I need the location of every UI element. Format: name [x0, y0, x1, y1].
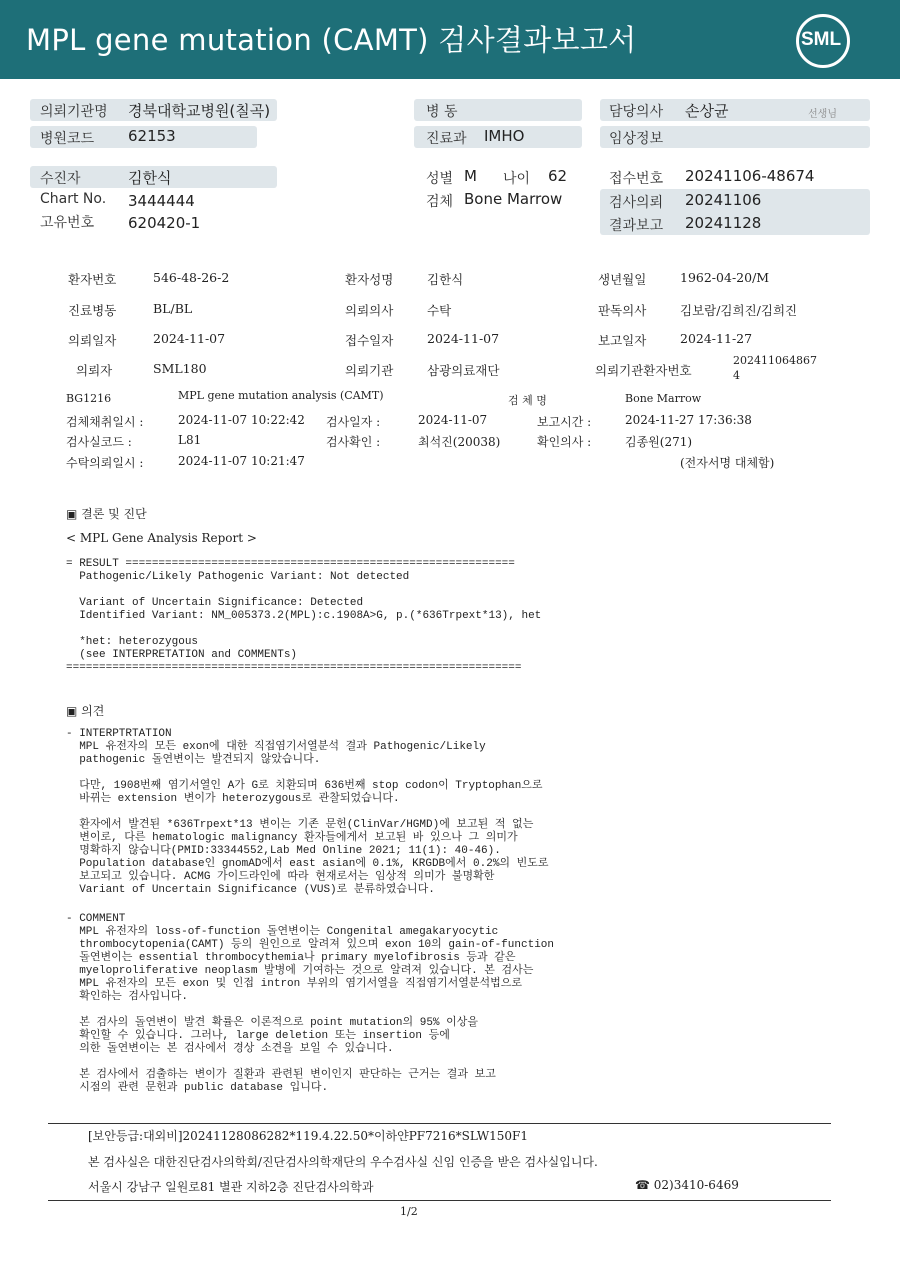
report-time-label: 보고시간 :: [537, 415, 592, 429]
patient-no-value: 546-48-26-2: [153, 270, 230, 285]
comment-block: - COMMENT MPL 유전자의 loss-of-function 돌연변이는 Congenital amegakaryocytic thrombocytopenia(CAMT) 등의 원인으로 알려져 있으며 exon 10의 gain-of-function 돌연변이는 essential thrombocythemia나 primary myelofibrosis 등과 같은 myeloproliferative neoplasm 발병에 기여하는 것으로 알려져 있습니다. 본 검사는 MPL 유전자의 모든 exon 및 인접 intron 부위의 염기서열을 직접염기서열분석법으로 확인하는 검사입니다. 본 검사의 돌연변이 발견 확률은 이론적으로 point mutation의 95% 이상을 확인할 수 있습니다. 그러나, large deletion 또는 insertion 등에 의한 돌연변이는 본 검사에서 경상 소견을 보일 수 있습니다. 본 검사에서 검출하는 변이가 질환과 관련된 변이인지 판단하는 근거는 결과 보고 시점의 관련 문헌과 public database 입니다.: [66, 913, 554, 1094]
report-header: [0, 0, 900, 79]
req-inst-patno-value: 202411064867: [733, 354, 817, 367]
uid-label: 고유번호: [40, 215, 95, 231]
req-inst-patno-value-2: 4: [733, 369, 740, 382]
address-line: 서울시 강남구 일원로81 별관 지하2층 진단검사의학과: [88, 1180, 374, 1194]
req-inst-value: 삼광의료재단: [427, 363, 500, 378]
confirm-doctor-label: 확인의사 :: [537, 435, 592, 449]
req-inst-label: 의뢰기관: [345, 363, 394, 378]
collect-time-label: 검체채취일시 :: [66, 415, 144, 429]
dept-label: 진료과: [426, 131, 467, 147]
sex-label: 성별: [426, 171, 454, 187]
ward-label: 병 동: [426, 104, 458, 120]
section-conclusion: ▣ 결론 및 진단: [66, 507, 147, 521]
security-line: [보안등급:대외비]20241128086282*119.4.22.50*이하얀PF7216*SLW150F1: [88, 1129, 529, 1143]
footer-divider-top: [48, 1123, 831, 1124]
requester-value: SML180: [153, 361, 207, 376]
test-confirm-value: 최석진(20038): [418, 435, 501, 449]
lab-code-value: L81: [178, 433, 202, 447]
ward-scan-label: 진료병동: [68, 303, 117, 318]
sex-value: M: [464, 167, 477, 185]
lab-code-label: 검사실코드 :: [66, 435, 132, 449]
doctor-suffix: 선생님: [808, 109, 837, 120]
receipt-label: 접수번호: [609, 171, 664, 187]
sml-logo: [796, 14, 850, 68]
requester-label: 의뢰자: [76, 363, 113, 378]
confirm-doctor-value: 김종원(271): [625, 435, 693, 449]
analysis-name: MPL gene mutation analysis (CAMT): [178, 389, 384, 402]
rcv-date-value: 2024-11-07: [427, 331, 500, 346]
patient-label: 수진자: [40, 171, 81, 187]
hospital-code-label: 병원코드: [40, 131, 95, 147]
read-doctor-label: 판독의사: [598, 303, 647, 318]
uid-value: 620420-1: [128, 214, 201, 232]
chart-value: 3444444: [128, 192, 195, 210]
patient-name-value: 김한식: [427, 272, 464, 287]
doctor-value: 손상균: [685, 102, 729, 120]
specimen-value: Bone Marrow: [464, 190, 563, 208]
logo-text: SML: [801, 29, 842, 50]
test-confirm-label: 검사확인 :: [326, 435, 381, 449]
consign-time-label: 수탁의뢰일시 :: [66, 456, 144, 470]
report-title: MPL gene mutation (CAMT) 검사결과보고서: [26, 23, 637, 57]
specimen-label: 검체: [426, 194, 454, 210]
result-block: = RESULT =========================================================== Pathogenic/Likely Pathogenic Variant: Not detected Variant of Uncertain Significance: Detected Identified Variant: NM_005373.2(MPL):c.1908A>G, p.(*636Trpext*13), het *het: heterozygous (see INTERPRETATION and COMMENTs) =====================================================================: [66, 558, 542, 674]
analysis-report-title: < MPL Gene Analysis Report >: [66, 531, 257, 545]
esign-note: (전자서명 대체함): [680, 456, 775, 470]
phone-line: ☎ 02)3410-6469: [635, 1178, 739, 1192]
test-code: BG1216: [66, 392, 112, 405]
section-opinion: ▣ 의견: [66, 704, 105, 718]
age-label: 나이: [503, 171, 531, 187]
req-doctor-value: 수탁: [427, 303, 452, 318]
specimen-scan-value: Bone Marrow: [625, 392, 702, 405]
report-value: 20241128: [685, 214, 762, 232]
age-value: 62: [548, 167, 568, 185]
receipt-value: 20241106-48674: [685, 167, 815, 185]
institution-label: 의뢰기관명: [40, 104, 108, 120]
footer-divider-bottom: [48, 1200, 831, 1201]
rcv-date-label: 접수일자: [345, 333, 394, 348]
req-doctor-label: 의뢰의사: [345, 303, 394, 318]
req-inst-patno-label: 의뢰기관환자번호: [595, 363, 692, 378]
page-number: 1/2: [400, 1205, 418, 1218]
clinical-label: 임상정보: [609, 131, 664, 147]
patient-value: 김한식: [128, 169, 172, 187]
request-value: 20241106: [685, 191, 762, 209]
ward-scan-value: BL/BL: [153, 301, 193, 316]
patient-no-label: 환자번호: [68, 272, 117, 287]
patient-name-label: 환자성명: [345, 272, 394, 287]
read-doctor-value: 김보람/김희진/김희진: [680, 303, 798, 318]
consign-time-value: 2024-11-07 10:21:47: [178, 454, 305, 468]
report-label: 결과보고: [609, 218, 664, 234]
rep-date-value: 2024-11-27: [680, 331, 753, 346]
req-date-label: 의뢰일자: [68, 333, 117, 348]
birth-value: 1962-04-20/M: [680, 270, 770, 285]
dept-value: IMHO: [484, 127, 525, 145]
institution-value: 경북대학교병원(칠곡): [128, 102, 271, 120]
collect-time-value: 2024-11-07 10:22:42: [178, 413, 305, 427]
interpretation-block: - INTERPTRTATION MPL 유전자의 모든 exon에 대한 직접염기서열분석 결과 Pathogenic/Likely pathogenic 돌연변이는 발견되지 않았습니다. 다만, 1908번째 염기서열인 A가 G로 치환되며 636번째 stop codon이 Tryptophan으로 바뀌는 extension 변이가 heterozygous로 관찰되었습니다. 환자에서 발견된 *636Trpext*13 변이는 기존 문헌(ClinVar/HGMD)에 보고된 적 없는 변이로, 다른 hematologic malignancy 환자들에게서 보고된 바 있으나 그 의미가 명확하지 않습니다(PMID:33344552,Lab Med Online 2021; 11(1): 40-46). Population database인 gnomAD에서 east asian에 0.1%, KRGDB에서 0.2%의 빈도로 보고되고 있습니다. ACMG 가이드라인에 따라 현재로서는 임상적 의미가 불명확한 Variant of Uncertain Significance (VUS)로 분류하였습니다.: [66, 728, 549, 896]
certification-line: 본 검사실은 대한진단검사의학회/진단검사의학재단의 우수검사실 신임 인증을 받은 검사실입니다.: [88, 1155, 598, 1169]
request-label: 검사의뢰: [609, 195, 664, 211]
rep-date-label: 보고일자: [598, 333, 647, 348]
report-time-value: 2024-11-27 17:36:38: [625, 413, 752, 427]
hospital-code-value: 62153: [128, 127, 176, 145]
birth-label: 생년월일: [598, 272, 647, 287]
chart-label: Chart No.: [40, 191, 107, 207]
req-date-value: 2024-11-07: [153, 331, 226, 346]
test-date-value: 2024-11-07: [418, 413, 488, 427]
doctor-label: 담당의사: [609, 104, 664, 120]
test-date-label: 검사일자 :: [326, 415, 381, 429]
specimen-scan-label: 검 체 명: [508, 394, 547, 407]
